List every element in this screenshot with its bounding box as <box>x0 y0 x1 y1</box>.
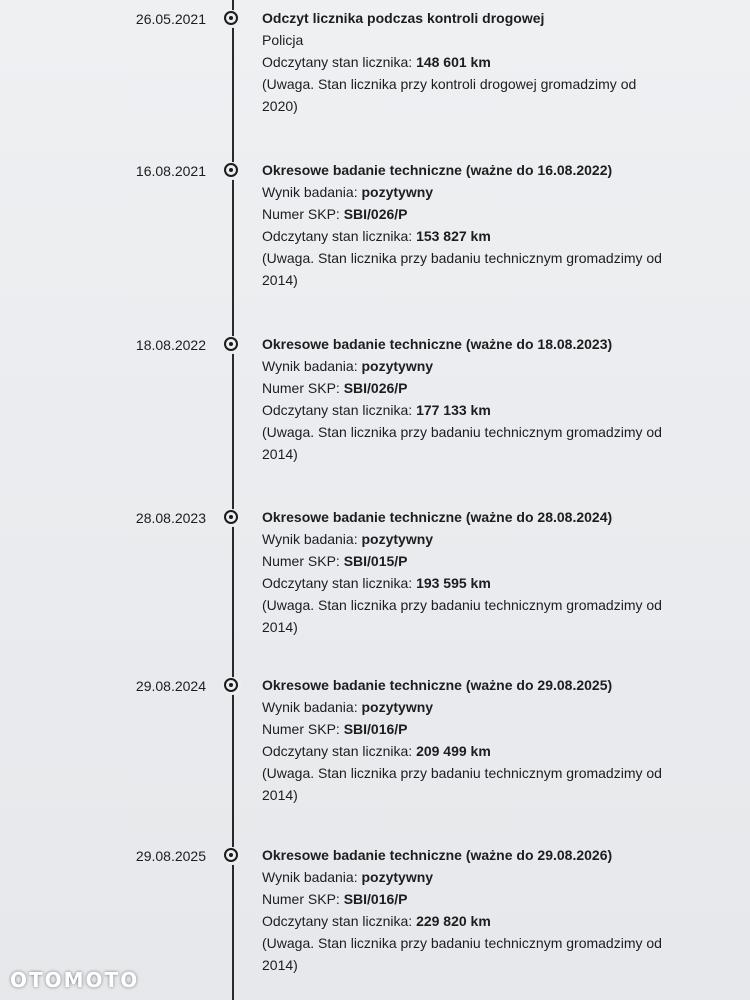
entry-line: Wynik badania: pozytywny <box>262 699 434 715</box>
otomoto-watermark-logo: OTOMOTO <box>10 968 140 992</box>
entry-line: 2020) <box>262 98 298 114</box>
entry-line: (Uwaga. Stan licznika przy badaniu technicznym gromadzimy od <box>262 597 662 613</box>
entry-details <box>262 674 702 806</box>
timeline-dot-icon <box>224 848 238 862</box>
entry-details <box>262 7 702 117</box>
entry-line: Numer SKP: SBI/016/P <box>262 721 408 737</box>
timeline-dot-icon <box>224 337 238 351</box>
timeline-dot-icon <box>224 510 238 524</box>
entry-date: 28.08.2023 <box>135 510 206 526</box>
entry-line: Odczytany stan licznika: 209 499 km <box>262 743 491 759</box>
entry-line: Wynik badania: pozytywny <box>262 869 434 885</box>
entry-title: Odczyt licznika podczas kontroli drogowej <box>262 10 545 26</box>
entry-line: (Uwaga. Stan licznika przy badaniu technicznym gromadzimy od <box>262 765 662 781</box>
entry-details <box>262 333 702 465</box>
entry-date: 18.08.2022 <box>135 337 206 353</box>
entry-title: Okresowe badanie techniczne (ważne do 16.08.2022) <box>262 162 613 178</box>
entry-line: Odczytany stan licznika: 148 601 km <box>262 54 491 70</box>
entry-line: Odczytany stan licznika: 193 595 km <box>262 575 491 591</box>
entry-line: 2014) <box>262 619 298 635</box>
entry-line: 2014) <box>262 446 298 462</box>
entry-line: (Uwaga. Stan licznika przy badaniu technicznym gromadzimy od <box>262 424 662 440</box>
entry-line: Numer SKP: SBI/015/P <box>262 553 408 569</box>
entry-line: (Uwaga. Stan licznika przy kontroli drogowej gromadzimy od <box>262 76 637 92</box>
entry-line: Numer SKP: SBI/026/P <box>262 206 408 222</box>
entry-title: Okresowe badanie techniczne (ważne do 29.08.2025) <box>262 677 613 693</box>
entry-line: Policja <box>262 32 304 48</box>
entry-line: 2014) <box>262 272 298 288</box>
entry-title: Okresowe badanie techniczne (ważne do 18.08.2023) <box>262 336 613 352</box>
entry-line: Numer SKP: SBI/026/P <box>262 380 408 396</box>
entry-details <box>262 159 702 291</box>
entry-date: 16.08.2021 <box>135 163 206 179</box>
entry-line: (Uwaga. Stan licznika przy badaniu technicznym gromadzimy od <box>262 250 662 266</box>
entry-title: Okresowe badanie techniczne (ważne do 29.08.2026) <box>262 847 613 863</box>
entry-line: 2014) <box>262 787 298 803</box>
timeline-dot-icon <box>224 163 238 177</box>
entry-line: Odczytany stan licznika: 153 827 km <box>262 228 491 244</box>
entry-line: (Uwaga. Stan licznika przy badaniu technicznym gromadzimy od <box>262 935 662 951</box>
entry-line: Wynik badania: pozytywny <box>262 358 434 374</box>
entry-date: 26.05.2021 <box>135 11 206 27</box>
entry-line: Odczytany stan licznika: 229 820 km <box>262 913 491 929</box>
entry-line: Wynik badania: pozytywny <box>262 184 434 200</box>
entry-details <box>262 506 702 638</box>
entry-title: Okresowe badanie techniczne (ważne do 28.08.2024) <box>262 509 613 525</box>
timeline-dot-icon <box>224 11 238 25</box>
entry-line: Odczytany stan licznika: 177 133 km <box>262 402 491 418</box>
entry-details <box>262 844 702 976</box>
entry-line: 2014) <box>262 957 298 973</box>
entry-date: 29.08.2025 <box>135 848 206 864</box>
timeline-dot-icon <box>224 678 238 692</box>
entry-line: Numer SKP: SBI/016/P <box>262 891 408 907</box>
entry-line: Wynik badania: pozytywny <box>262 531 434 547</box>
entry-date: 29.08.2024 <box>135 678 206 694</box>
